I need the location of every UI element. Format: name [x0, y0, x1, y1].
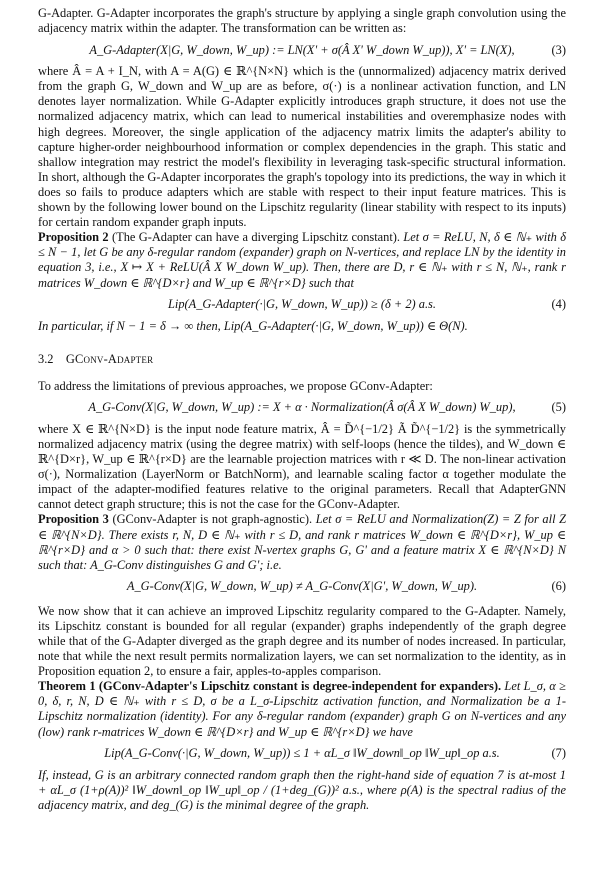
proposition-3-text: Let σ = ReLU and Normalization(Z) = Z for all Z ∈ ℝ^{N×D}. There exists r, N, D ∈ ℕ₊ with r ≤ D, and rank r matrices W_down ∈ ℝ^{D×r}, W_up ∈ ℝ^{r×D} and α > 0 such that: there exist N-vertex graphs G, G' and a feature matrix X ∈ ℝ^{N×D} N such that: A_G-Conv distinguishes G and G'; i.e.: [38, 512, 566, 572]
proposition-2-conclusion: [38, 319, 566, 334]
section-heading: [38, 352, 566, 367]
paragraph-show: [38, 604, 566, 679]
paragraph-intro: [38, 379, 566, 394]
equation-4-body: Lip(A_G-Adapter(·|G, W_down, W_up)) ≥ (δ + 2) a.s.: [168, 297, 436, 312]
equation-6: [38, 576, 566, 598]
proposition-3: [38, 512, 566, 572]
proposition-3-title: (GConv-Adapter is not graph-agnostic).: [112, 512, 313, 527]
equation-6-body: A_G-Conv(X|G, W_down, W_up) ≠ A_G-Conv(X|G', W_down, W_up).: [126, 579, 478, 594]
paragraph-gadapter: [38, 0, 566, 36]
proposition-2-text: Let σ = ReLU, N, δ ∈ ℕ₊ with δ ≤ N − 1, let G be any δ-regular random (expander) graph on N-vertices, and replace LN by the identity in equation 3, i.e., X ↦ X + ReLU(Â X W_down W_up). Then, there are D, r ∈ ℕ₊ with r ≤ N, ℕ₊, rank r matrices W_down ∈ ℝ^{D×r} and W_up ∈ ℝ^{r×D} such that: [38, 230, 566, 290]
theorem-1-conclusion: [38, 768, 566, 813]
equation-4-number: (4): [551, 297, 566, 312]
paragraph-where-2: [38, 422, 566, 513]
theorem-1-title: (GConv-Adapter's Lipschitz constant is degree-independent for expanders).: [98, 679, 502, 694]
proposition-2: [38, 230, 566, 290]
where-2-text: where X ∈ ℝ^{N×D} is the input node feature matrix, Â = D̃^{−1/2} Ã D̃^{−1/2} is the symmetrically normalized adjacency matrix (using the degree matrix) with self-loops (hence the tildes), and W_down ∈ ℝ^{D×r}, W_up ∈ ℝ^{r×D} are the learnable projection matrices with r ≪ D. The non-linear activation σ(·), Normalization (LayerNorm or BatchNorm), and learnable scaling factor α together modulate the impact of the adapter-modified features relative to the original parameters. Recall that AdapterGNN cannot detect graph structure; this is not the case for the GConv-Adapter.: [38, 421, 566, 512]
equation-7-number: (7): [551, 746, 566, 761]
intro-text: To address the limitations of previous approaches, we propose GConv-Adapter:: [38, 378, 433, 393]
theorem-1-text: Let L_σ, α ≥ 0, δ, r, N, D ∈ ℕ₊ with r ≤ D, σ be a L_σ-Lipschitz activation function, and Normalization be a 1-Lipschitz normalization (identity). For any δ-regular random (expander) graph G on N-vertices and any (low) rank r-matrices W_down ∈ ℝ^{D×r} and W_up ∈ ℝ^{r×D} we have: [38, 679, 566, 739]
proposition-2-conclusion-text: In particular, if N − 1 = δ → ∞ then, Lip(A_G-Adapter(·|G, W_down, W_up)) ∈ Θ(N).: [38, 318, 468, 333]
theorem-1-head: Theorem 1: [38, 679, 96, 694]
equation-6-number: (6): [551, 579, 566, 594]
theorem-1-conclusion-text: If, instead, G is an arbitrary connected random graph then the right-hand side of equation 7 is at-most 1 + αL_σ (1+ρ(A))² ‖W_down‖_op ‖W_up‖_op / (1+deg_(G))² a.s., where ρ(A) is the spectral radius of the adjacency matrix, and deg_(G) is the minimal degree of the graph.: [38, 767, 566, 812]
section-number: 3.2: [38, 351, 54, 366]
equation-3-body: A_G-Adapter(X|G, W_down, W_up) := LN(X' + σ(Â X' W_down W_up)), X' = LN(X),: [89, 42, 515, 57]
equation-5-body: A_G-Conv(X|G, W_down, W_up) := X + α · Normalization(Â σ(Â X W_down) W_up),: [88, 400, 516, 415]
proposition-2-title: (The G-Adapter can have a diverging Lipschitz constant).: [112, 230, 401, 245]
equation-7-body: Lip(A_G-Conv(·|G, W_down, W_up)) ≤ 1 + αL_σ ‖W_down‖_op ‖W_up‖_op a.s.: [104, 746, 500, 761]
where-1-text: where Â = A + I_N, with A = A(G) ∈ ℝ^{N×N} which is the (unnormalized) adjacency matrix derived from the graph G, W_down and W_up are as before, σ(·) is a nonlinear activation function, and LN denotes layer normalization. While G-Adapter explicitly introduces graph structure, it does not use the normalized adjacency matrix, which can lead to numerical instabilities and overemphasize nodes with high degrees. Moreover, the single application of the adjacency matrix limits the adapter's ability to capture higher-order neighbourhood information or complex dependencies in the graph. This static and shallow integration may restrict the model's flexibility in leveraging task-specific structural information. In short, although the G-Adapter incorporates the graph's topology into its predictions, the way in which it does so fails to produce adapters which are stable with respect to their input feature matrices. This is shown by the following lower bound on the Lipschitz regularity (linear stability with respect to its inputs) for certain random expander graph inputs.: [38, 64, 566, 230]
gadapter-text: G-Adapter. G-Adapter incorporates the graph's structure by applying a single graph convolution using the adjacency matrix within the adapter. The transformation can be written as:: [38, 6, 566, 36]
equation-5-number: (5): [551, 400, 566, 415]
equation-5: [38, 397, 566, 419]
paragraph-where-1: [38, 64, 566, 230]
show-text: We now show that it can achieve an improved Lipschitz regularity compared to the G-Adapter. Namely, its Lipschitz constant is bounded for all regular (expander) graphs independently of the graph degree while that of the G-Adapter diverged as the graph degree and its number of nodes increased. In particular, note that while the next result permits normalization layers, we can set normalization to the identity, as in Proposition equation 2, to ensure a fair, apples-to-apples comparison.: [38, 603, 566, 679]
proposition-2-head: Proposition 2: [38, 230, 109, 245]
theorem-1: [38, 679, 566, 739]
equation-4: [38, 294, 566, 316]
proposition-3-head: Proposition 3: [38, 512, 109, 527]
equation-3: [38, 39, 566, 61]
equation-7: [38, 743, 566, 765]
equation-3-number: (3): [551, 42, 566, 57]
section-title: GConv-Adapter: [65, 351, 154, 366]
